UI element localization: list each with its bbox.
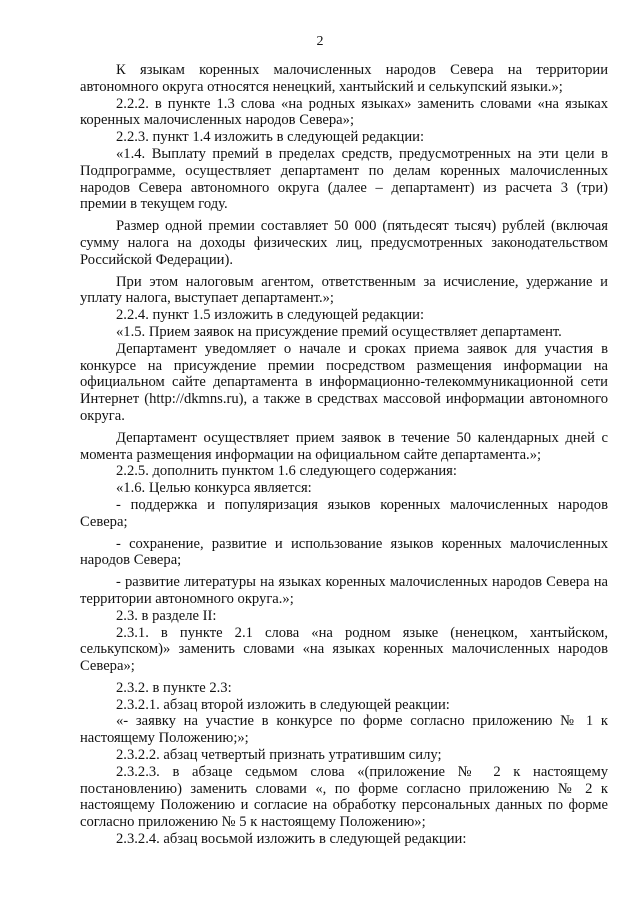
document-body: [80, 62, 608, 848]
paragraph: При этом налоговым агентом, ответственным за исчисление, удержание и уплату налога, выступает департамент.»;: [80, 273, 608, 307]
paragraph: Департамент уведомляет о начале и сроках приема заявок для участия в конкурсе на присуждение премии посредством размещения информации на официальном сайте департамента в информационно-телекоммуникационной сети Интернет (http://dkmns.ru), а также в средствах массовой информации автономного округа.: [80, 340, 608, 424]
page-number: 2: [316, 34, 324, 49]
paragraph: Департамент осуществляет прием заявок в течение 50 календарных дней с момента размещения информации на официальном сайте департамента.»;: [80, 429, 608, 463]
paragraph: 2.3.2.4. абзац восьмой изложить в следующей редакции:: [116, 831, 467, 848]
paragraph: «1.6. Целью конкурса является:: [116, 480, 312, 497]
paragraph: 2.2.5. дополнить пунктом 1.6 следующего содержания:: [116, 463, 457, 480]
paragraph: 2.3. в разделе II:: [116, 607, 217, 624]
paragraph: «- заявку на участие в конкурсе по форме согласно приложению № 1 к настоящему Положению;»;: [80, 713, 608, 747]
paragraph: 2.2.4. пункт 1.5 изложить в следующей редакции:: [116, 307, 425, 324]
paragraph: 2.3.2. в пункте 2.3:: [116, 679, 232, 696]
list-item: - сохранение, развитие и использование языков коренных малочисленных народов Севера;: [80, 535, 608, 569]
list-item: - поддержка и популяризация языков коренных малочисленных народов Севера;: [80, 496, 608, 530]
paragraph: Размер одной премии составляет 50 000 (пятьдесят тысяч) рублей (включая сумму налога на доходы физических лиц, предусмотренных законодательством Российской Федерации).: [80, 218, 608, 268]
paragraph: 2.3.2.2. абзац четвертый признать утратившим силу;: [116, 747, 442, 764]
list-item: - развитие литературы на языках коренных малочисленных народов Севера на территории автономного округа.»;: [80, 574, 608, 607]
paragraph: 2.3.2.3. в абзаце седьмом слова «(приложение № 2 к настоящему постановлению) заменить словами «, по форме согласно приложению № 2 к настоящему Положению и согласие на обработку персональных данных по форме согласно приложению № 5 к настоящему Положению»;: [80, 763, 608, 831]
paragraph: 2.2.3. пункт 1.4 изложить в следующей редакции:: [116, 129, 425, 146]
paragraph: К языкам коренных малочисленных народов Севера на территории автономного округа относятся ненецкий, хантыйский и селькупский языки.»;: [80, 62, 608, 95]
paragraph: 2.2.2. в пункте 1.3 слова «на родных языках» заменить словами «на языках коренных малочисленных народов Севера»;: [80, 95, 608, 129]
paragraph: «1.5. Прием заявок на присуждение премий осуществляет департамент.: [116, 323, 562, 340]
paragraph: 2.3.2.1. абзац второй изложить в следующей реакции:: [116, 696, 450, 713]
paragraph: 2.3.1. в пункте 2.1 слова «на родном языке (ненецком, хантыйском, селькупском)» заменить словами «на языках коренных малочисленных народов Севера»;: [80, 624, 608, 675]
paragraph: «1.4. Выплату премий в пределах средств, предусмотренных на эти цели в Подпрограмме, осуществляет департамент по делам коренных малочисленных народов Севера автономного округа (далее – департамент) из расчета 3 (три) премии в текущем году.: [80, 145, 608, 213]
